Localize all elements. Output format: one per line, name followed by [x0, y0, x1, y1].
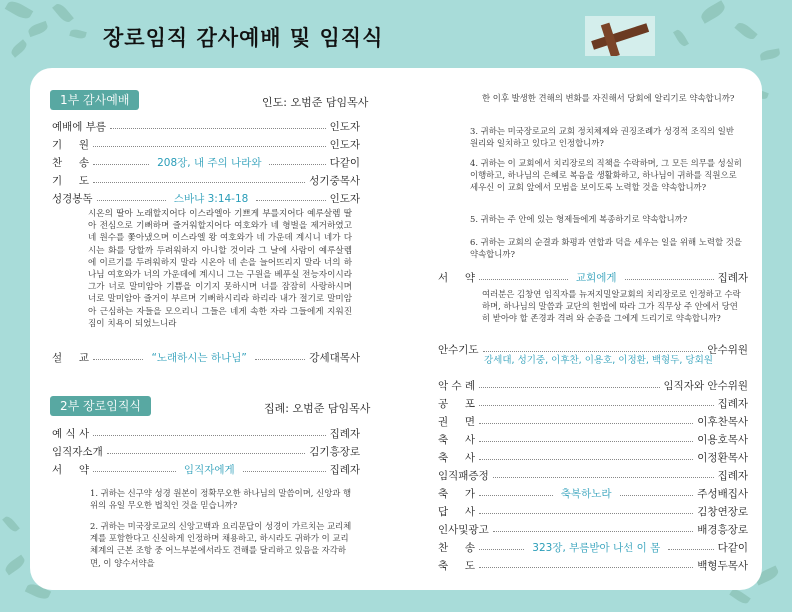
- program-row: [438, 504, 748, 518]
- row-detail: “노래하시는 하나님”: [151, 351, 247, 364]
- row-label: 권 면: [438, 415, 475, 428]
- program-row: [52, 137, 360, 151]
- row-leader: 다같이: [329, 156, 361, 169]
- row-label: 악 수 례: [438, 379, 476, 392]
- program-row: [438, 558, 748, 572]
- row-label: 축 사: [438, 451, 475, 464]
- program-row: [52, 462, 360, 476]
- program-row: [52, 191, 360, 205]
- row-leader: 이용호목사: [697, 433, 748, 446]
- program-row: [52, 426, 360, 440]
- row-label: 축 사: [438, 433, 475, 446]
- row-label: 축 가: [438, 487, 475, 500]
- row-leader: 김기흥장로: [309, 445, 360, 458]
- row-leader: 집례자: [329, 427, 360, 440]
- part1-officiant: 인도: 오범준 담임목사: [262, 96, 369, 109]
- row-leader: 인도자: [329, 120, 360, 133]
- scripture-text: 시온의 딸아 노래할지어다 이스라엘아 기쁘게 부를지어다 예루살렘 딸아 전심으로 기뻐하며 즐거워할지어다 여호와가 네 형벌을 제거하였고 네 원수를 쫓아냈으며 이스라엘 왕 여호와가 네 가운데 계시니 네가 다시는 화를 당할까 두려워하지 아니할 것이라 그 날에 사람이 예루살렘에 이르기를 두려워하지 말라 시온아 네 손을 늘어뜨리지 말라 너의 하나님 여호와가 너의 가운데에 계시니 그는 구원을 베푸실 전능자이시라 그가 너로 말미암아 기쁨을 이기지 못하시며 너를 잠잠히 사랑하시며 너로 말미암아 즐거이 부르며 기뻐하시리라 하리라 내가 절기로 말미암아 근심하는 자들을 모으리니 그들은 네게 속한 자라 그들에게 지워진 짐이 치욕이 되었느니라: [88, 209, 352, 329]
- row-label: 축 도: [438, 559, 475, 572]
- row-label: 공 포: [438, 397, 475, 410]
- vow-item: 2. 귀하는 미국장로교의 신앙고백과 요리문답이 성경이 가르치는 교리체계를 포함한다고 신실하게 인정하며 채용하고, 하시라도 귀하가 이 교리체계의 근본 조항 중 어느부분에서라도 견해를 달리하고 있음을 자각하면, 이 양수서약을: [90, 521, 352, 568]
- row-label: 찬 송: [438, 541, 475, 554]
- row-label: 성경봉독: [52, 192, 93, 205]
- row-label: 안수기도: [438, 343, 479, 356]
- row-leader: 집례자: [717, 271, 748, 284]
- program-row: [52, 119, 360, 133]
- row-leader: 강세대목사: [309, 351, 361, 364]
- row-leader: 인도자: [329, 192, 361, 205]
- row-leader: 안수위원: [707, 343, 748, 356]
- row-leader: 인도자: [329, 138, 360, 151]
- part2-officiant: 집례: 오범준 담임목사: [264, 402, 371, 415]
- row-leader: 김창연장로: [697, 505, 748, 518]
- program-row: [438, 468, 748, 482]
- row-leader: 다같이: [717, 541, 749, 554]
- vow-item: 1. 귀하는 신구약 성경 원본이 정확무오한 하나님의 말씀이며, 신앙과 행위의 유일 무오한 법칙인 것을 믿습니까?: [90, 488, 352, 511]
- row-leader: 집례자: [717, 469, 748, 482]
- row-detail: 스바냐 3:14-18: [173, 192, 249, 205]
- part2-badge: 2부 장로임직식: [50, 396, 151, 416]
- program-row: [52, 350, 360, 364]
- row-label: 설 교: [52, 351, 89, 364]
- vow-item: 4. 귀하는 이 교회에서 치리장로의 직책을 수락하며, 그 모든 의무를 성실히 이행하고, 하나님의 은혜로 복음을 생활화하고, 하나님이 귀하를 직원으로 세우신 이 교회 앞에서 모범을 보이도록 노력할 것을 약속합니까?: [470, 158, 742, 193]
- row-leader: 임직자와 안수위원: [663, 379, 748, 392]
- row-leader: 성기중목사: [309, 174, 360, 187]
- program-row: [438, 540, 748, 554]
- program-row: [438, 270, 748, 284]
- row-leader: 주성배집사: [697, 487, 749, 500]
- row-detail: 교회에게: [575, 271, 617, 284]
- row-detail: 323장, 부름받아 나선 이 몸: [532, 541, 661, 554]
- row-leader: 집례자: [717, 397, 748, 410]
- row-label: 기 원: [52, 138, 89, 151]
- laying-on-hands-names: 강세대, 성기중, 이후찬, 이용호, 이정환, 백형두, 당회원: [484, 355, 713, 366]
- vow-item: 3. 귀하는 미국장로교의 교회 정치체제와 권징조례가 성경적 조직의 일반 원리와 일치하고 있다고 인정합니까?: [470, 126, 734, 149]
- row-label: 서 약: [52, 463, 89, 476]
- page-title: 장로임직 감사예배 및 임직식: [103, 26, 384, 50]
- congregation-vow: 여러분은 김창연 임직자를 뉴저지밀알교회의 치리장로로 인정하고 수락하며, 하나님의 말씀과 교단의 헌법에 따라 그가 직무상 주 안에서 당연히 받아야 할 존경과 격려 와 순종을 그에게 드리기로 약속합니까?: [482, 289, 741, 324]
- program-row: [52, 173, 360, 187]
- vow-item: 6. 귀하는 교회의 순결과 화평과 연합과 덕을 세우는 일을 위해 노력할 것을 약속합니까?: [470, 237, 742, 260]
- cross-icon: [585, 16, 655, 56]
- program-row: [438, 450, 748, 464]
- row-detail: 축복하노라: [560, 487, 612, 500]
- program-row: [438, 396, 748, 410]
- program-row: [438, 522, 748, 536]
- row-label: 예배에 부름: [52, 120, 107, 133]
- row-label: 인사및광고: [438, 523, 489, 536]
- row-leader: 이정환목사: [697, 451, 748, 464]
- row-label: 답 사: [438, 505, 475, 518]
- vow-continued: 한 이후 발생한 견해의 변화를 자진해서 당회에 알리기로 약속합니까?: [482, 93, 735, 103]
- program-row: [438, 414, 748, 428]
- row-leader: 백형두목사: [697, 559, 748, 572]
- row-leader: 이후찬목사: [697, 415, 748, 428]
- program-row: [52, 444, 360, 458]
- row-leader: 집례자: [329, 463, 361, 476]
- row-label: 찬 송: [52, 156, 89, 169]
- row-detail: 임직자에게: [183, 463, 235, 476]
- row-label: 서 약: [438, 271, 475, 284]
- row-label: 임직자소개: [52, 445, 103, 458]
- program-row: [438, 432, 748, 446]
- row-label: 기 도: [52, 174, 89, 187]
- row-label: 임직패증정: [438, 469, 489, 482]
- part1-badge: 1부 감사예배: [50, 90, 139, 110]
- program-row: [438, 486, 748, 500]
- program-row: [52, 155, 360, 169]
- row-detail: 208장, 내 주의 나라와: [157, 156, 262, 169]
- program-row: [438, 378, 748, 392]
- vow-item: 5. 귀하는 주 안에 있는 형제들에게 복종하기로 약속합니까?: [470, 214, 688, 224]
- row-leader: 배경흥장로: [697, 523, 748, 536]
- row-label: 예 식 사: [52, 427, 90, 440]
